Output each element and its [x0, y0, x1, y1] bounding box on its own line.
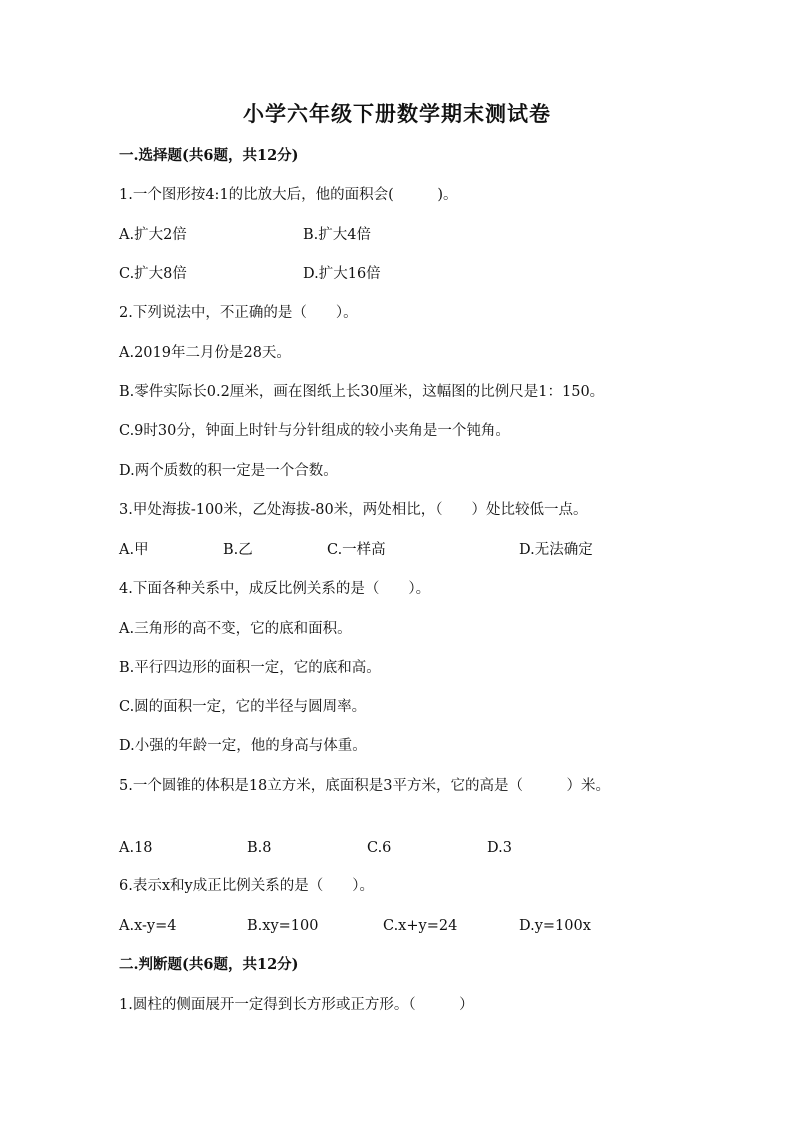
q5-option-d: D.3 — [487, 840, 512, 856]
q3-option-c: C.一样高 — [327, 542, 386, 558]
q1-option-a: A.扩大2倍 — [119, 227, 187, 243]
q5-option-c: C.6 — [367, 840, 392, 856]
question-1: 1.一个图形按4:1的比放大后，他的面积会( )。 — [119, 187, 458, 203]
q4-option-c: C.圆的面积一定，它的半径与圆周率。 — [119, 699, 367, 715]
q3-option-d: D.无法确定 — [519, 542, 593, 558]
question-6: 6.表示x和y成正比例关系的是（ ）。 — [119, 878, 374, 894]
section-heading-judgement: 二.判断题(共6题，共12分) — [119, 956, 299, 973]
section-heading-choice: 一.选择题(共6题，共12分) — [119, 147, 299, 164]
q3-option-b: B.乙 — [223, 542, 253, 558]
q5-option-b: B.8 — [247, 840, 272, 856]
q1-option-c: C.扩大8倍 — [119, 266, 187, 282]
q4-option-b: B.平行四边形的面积一定，它的底和高。 — [119, 660, 381, 676]
q1-option-b: B.扩大4倍 — [303, 227, 371, 243]
q1-option-d: D.扩大16倍 — [303, 266, 381, 282]
q4-option-d: D.小强的年龄一定，他的身高与体重。 — [119, 738, 367, 754]
q2-option-b: B.零件实际长0.2厘米，画在图纸上长30厘米，这幅图的比例尺是1：150。 — [119, 384, 605, 400]
question-4: 4.下面各种关系中，成反比例关系的是（ ）。 — [119, 581, 431, 597]
judgement-question-1: 1.圆柱的侧面展开一定得到长方形或正方形。（ ） — [119, 997, 474, 1013]
question-2: 2.下列说法中，不正确的是（ ）。 — [119, 305, 358, 321]
question-3: 3.甲处海拔-100米，乙处海拔-80米，两处相比，（ ）处比较低一点。 — [119, 502, 588, 518]
q6-option-d: D.y=100x — [519, 918, 591, 934]
q5-option-a: A.18 — [119, 840, 153, 856]
q3-option-a: A.甲 — [119, 542, 149, 558]
q6-option-c: C.x+y=24 — [383, 918, 458, 934]
q2-option-c: C.9时30分，钟面上时针与分针组成的较小夹角是一个钝角。 — [119, 423, 510, 439]
page-title: 小学六年级下册数学期末测试卷 — [243, 101, 551, 126]
q2-option-a: A.2019年二月份是28天。 — [119, 345, 291, 361]
q6-option-a: A.x-y=4 — [119, 918, 177, 934]
question-5: 5.一个圆锥的体积是18立方米，底面积是3平方米，它的高是（ ）米。 — [119, 778, 611, 794]
q4-option-a: A.三角形的高不变，它的底和面积。 — [119, 621, 352, 637]
q6-option-b: B.xy=100 — [247, 918, 319, 934]
q2-option-d: D.两个质数的积一定是一个合数。 — [119, 463, 338, 479]
